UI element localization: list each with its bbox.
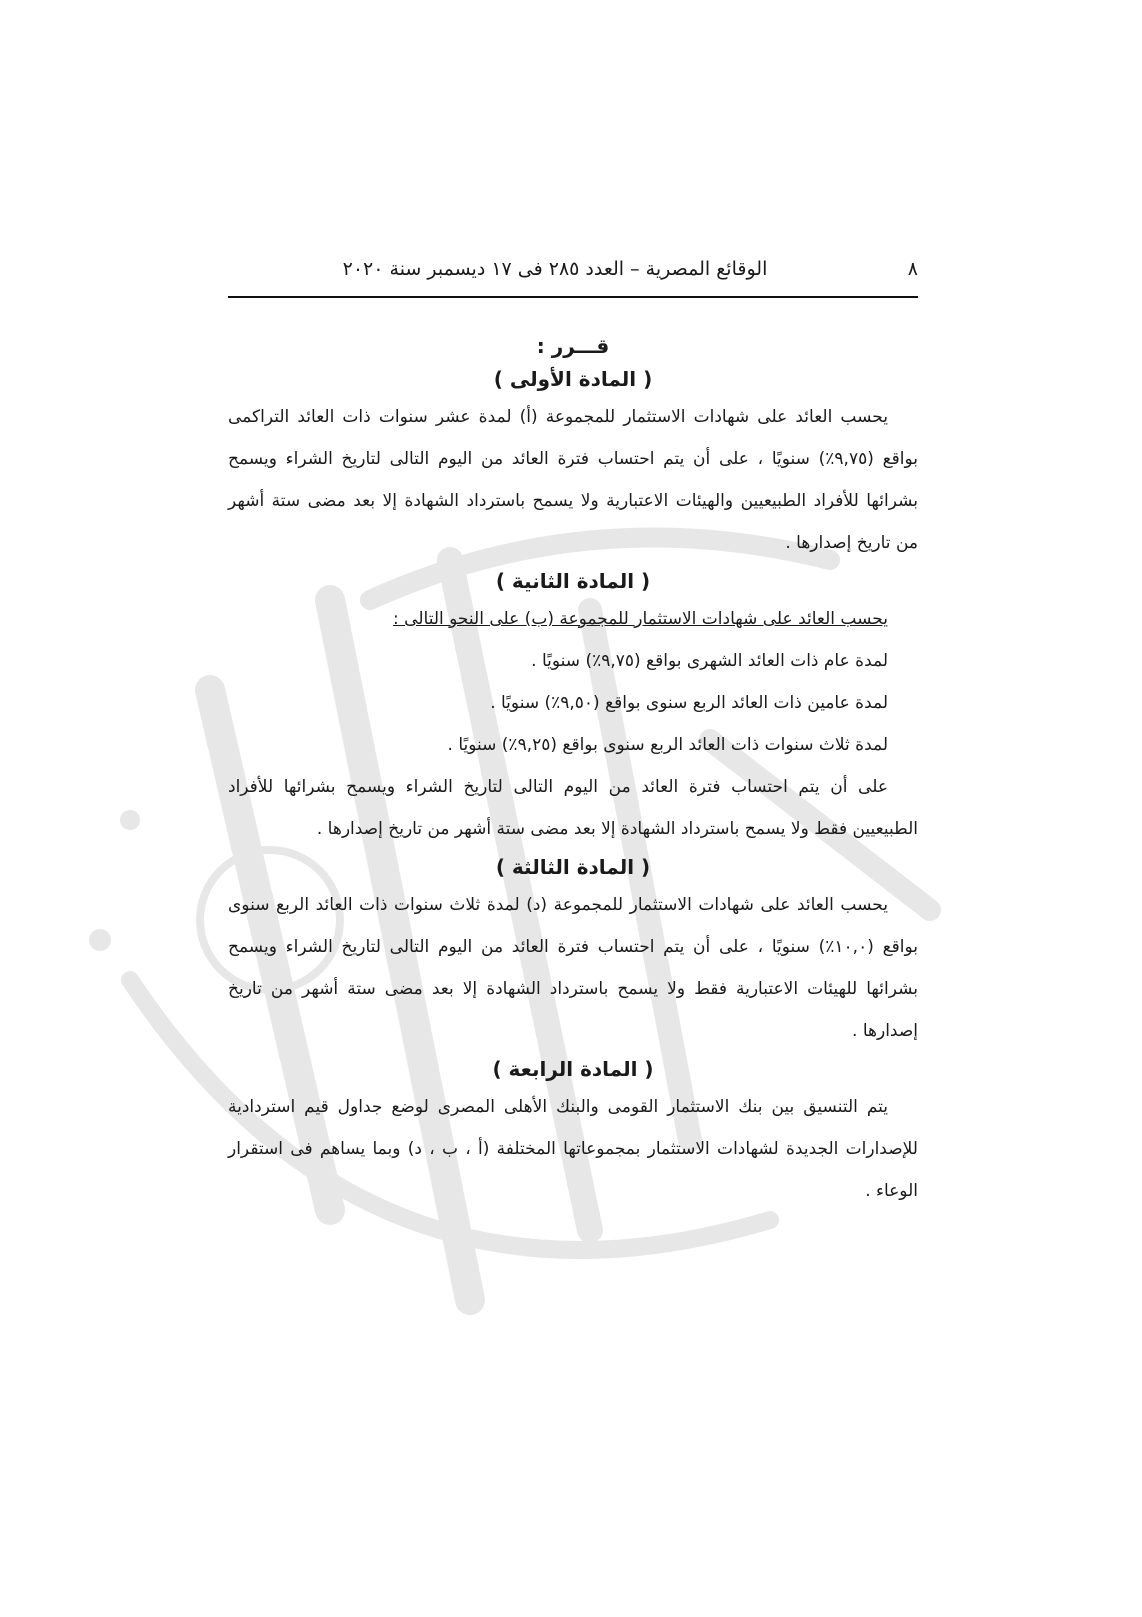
list-item: لمدة ثلاث سنوات ذات العائد الربع سنوى بواقع (٩,٢٥٪) سنويًا . xyxy=(447,735,888,755)
list-item: لمدة عامين ذات العائد الربع سنوى بواقع (٩,٥٠٪) سنويًا . xyxy=(490,693,888,713)
gazette-title: الوقائع المصرية – العدد ٢٨٥ فى ١٧ ديسمبر سنة ٢٠٢٠ xyxy=(342,258,768,280)
article-2-closing: على أن يتم احتساب فترة العائد من اليوم التالى لتاريخ الشراء ويسمح بشرائها للأفراد الطبيعيين فقط ولا يسمح باسترداد الشهادة إلا بعد مضى ستة أشهر من تاريخ إصدارها . xyxy=(228,777,918,839)
document-body xyxy=(228,330,918,1212)
article-1-text: يحسب العائد على شهادات الاستثمار للمجموعة (أ) لمدة عشر سنوات ذات العائد التراكمى بواقع (٩,٧٥٪) سنويًا ، على أن يتم احتساب فترة العائد من اليوم التالى لتاريخ الشراء ويسمح بشرائها للأفراد الطبيعيين والهيئات الاعتبارية ولا يسمح باسترداد الشهادة إلا بعد مضى ستة أشهر من تاريخ إصدارها . xyxy=(228,407,918,553)
article-3-heading: ( المادة الثالثة ) xyxy=(495,855,651,879)
article-4-text: يتم التنسيق بين بنك الاستثمار القومى والبنك الأهلى المصرى لوضع جداول قيم استردادية للإصدارات الجديدة لشهادات الاستثمار بمجموعاتها المختلفة (أ ، ب ، د) وبما يساهم فى استقرار الوعاء . xyxy=(228,1097,918,1201)
list-item: لمدة عام ذات العائد الشهرى بواقع (٩,٧٥٪) سنويًا . xyxy=(531,651,888,671)
article-2-heading: ( المادة الثانية ) xyxy=(495,569,651,593)
decree-heading: قـــرر : xyxy=(536,334,610,358)
article-2-intro xyxy=(228,598,918,640)
page-number: ٨ xyxy=(907,258,918,280)
page-header xyxy=(228,256,918,298)
article-3-text: يحسب العائد على شهادات الاستثمار للمجموعة (د) لمدة ثلاث سنوات ذات العائد الربع سنوى بواقع (١٠,٠٪) سنويًا ، على أن يتم احتساب فترة العائد من اليوم التالى لتاريخ الشراء ويسمح بشرائها للهيئات الاعتبارية فقط ولا يسمح باسترداد الشهادة إلا بعد مضى ستة أشهر من تاريخ إصدارها . xyxy=(228,895,918,1041)
article-1-heading: ( المادة الأولى ) xyxy=(493,367,653,391)
article-4-heading: ( المادة الرابعة ) xyxy=(492,1057,654,1081)
article-2-intro-text: يحسب العائد على شهادات الاستثمار للمجموعة (ب) على النحو التالى : xyxy=(393,609,888,629)
